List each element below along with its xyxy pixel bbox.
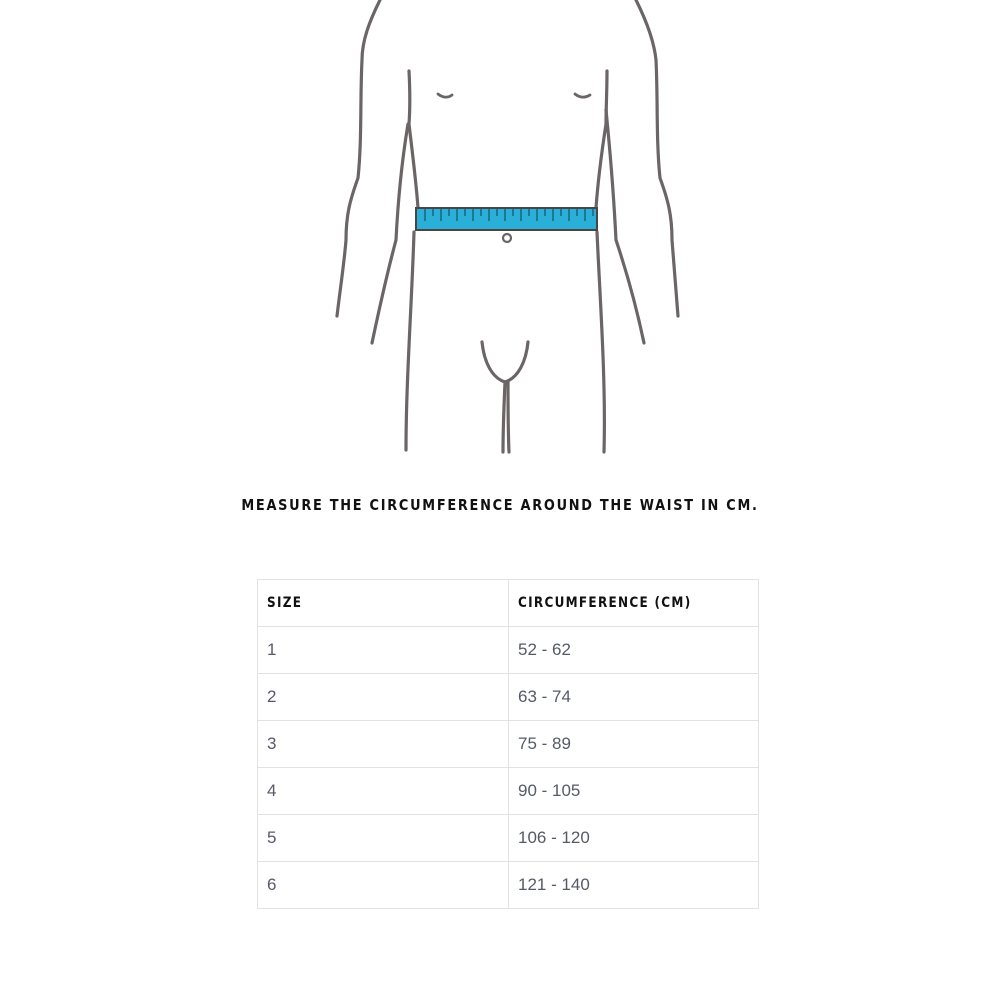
left-nipple [438, 94, 452, 97]
navel [503, 234, 511, 242]
circumference-cell: 52 - 62 [509, 627, 759, 674]
size-cell: 3 [258, 721, 509, 768]
right-leg-outline [597, 232, 604, 452]
size-cell: 1 [258, 627, 509, 674]
crotch-outline [482, 342, 528, 382]
right-arm-outline [636, 0, 678, 316]
left-inner-arm-outline [372, 124, 408, 343]
size-column-header [258, 580, 509, 627]
inner-leg-right [508, 382, 509, 452]
left-leg-outline [406, 232, 414, 450]
size-table [257, 579, 759, 909]
circumference-cell: 106 - 120 [509, 815, 759, 862]
right-torso-outline [596, 71, 607, 208]
table-row [258, 815, 759, 862]
measurement-instruction: MEASURE THE CIRCUMFERENCE AROUND THE WAIST IN CM. [241, 496, 759, 514]
left-torso-outline [409, 71, 418, 208]
circumference-cell: 90 - 105 [509, 768, 759, 815]
measuring-tape [416, 208, 597, 230]
waist-measurement-figure [0, 0, 1000, 470]
right-inner-arm-outline [606, 110, 644, 343]
table-row [258, 721, 759, 768]
circumference-cell: 63 - 74 [509, 674, 759, 721]
table-row [258, 862, 759, 909]
size-cell: 2 [258, 674, 509, 721]
size-cell: 5 [258, 815, 509, 862]
inner-leg-left [503, 382, 505, 452]
circumference-cell: 75 - 89 [509, 721, 759, 768]
left-arm-outline [337, 0, 380, 316]
circumference-cell: 121 - 140 [509, 862, 759, 909]
size-cell: 4 [258, 768, 509, 815]
table-row [258, 627, 759, 674]
right-nipple [575, 94, 590, 97]
table-header-row [258, 580, 759, 627]
size-header-label: SIZE [267, 595, 303, 611]
size-cell: 6 [258, 862, 509, 909]
circumference-header-label: CIRCUMFERENCE (CM) [518, 595, 692, 611]
circumference-column-header [509, 580, 759, 627]
table-row [258, 768, 759, 815]
table-row [258, 674, 759, 721]
